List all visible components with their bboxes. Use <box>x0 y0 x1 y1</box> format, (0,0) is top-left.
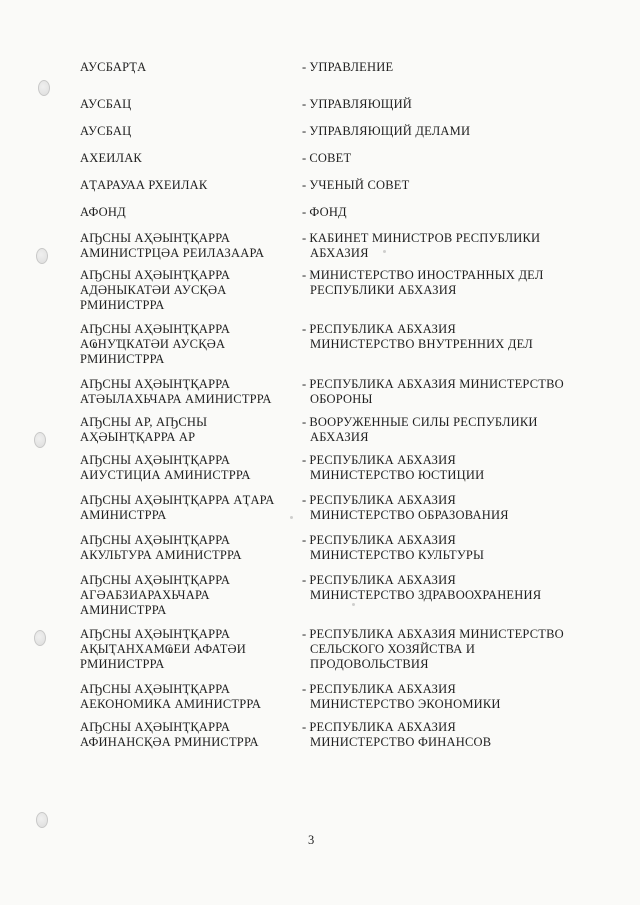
punch-hole-mark <box>36 812 48 828</box>
russian-line: АБХАЗИЯ <box>310 430 369 444</box>
scan-speck <box>383 250 386 253</box>
abkhaz-term <box>80 151 290 166</box>
punch-hole-mark <box>36 248 48 264</box>
abkhaz-line: АУСБАЦ <box>80 97 132 111</box>
abkhaz-term <box>80 453 290 483</box>
abkhaz-term <box>80 97 290 112</box>
abkhaz-term <box>80 205 290 220</box>
punch-hole-mark <box>34 630 46 646</box>
abkhaz-line: АҬАРАУАА РХЕИЛАК <box>80 178 208 192</box>
abkhaz-line: АҦСНЫ АҲӘЫНҬҚАРРА <box>80 533 231 547</box>
abkhaz-line: АҦСНЫ АҲӘЫНҬҚАРРА <box>80 627 231 641</box>
russian-term: - РЕСПУБЛИКА АБХАЗИЯ МИНИСТЕРСТВО ЭКОНОМИКИ <box>302 682 587 712</box>
abkhaz-line: АҦСНЫ АҲӘЫНҬҚАРРА <box>80 322 231 336</box>
russian-line: МИНИСТЕРСТВО ФИНАНСОВ <box>310 735 492 749</box>
russian-term: - РЕСПУБЛИКА АБХАЗИЯ МИНИСТЕРСТВО СЕЛЬСКОГО ХОЗЯЙСТВА И ПРОДОВОЛЬСТВИЯ <box>302 627 587 672</box>
abkhaz-line: АҦСНЫ АҲӘЫНҬҚАРРА <box>80 573 231 587</box>
russian-line: СОВЕТ <box>309 151 352 165</box>
abkhaz-line: АҦСНЫ АҲӘЫНҬҚАРРА <box>80 720 231 734</box>
russian-term: - РЕСПУБЛИКА АБХАЗИЯ МИНИСТЕРСТВО КУЛЬТУРЫ <box>302 533 587 563</box>
russian-term: - РЕСПУБЛИКА АБХАЗИЯ МИНИСТЕРСТВО ОБОРОНЫ <box>302 377 587 407</box>
abkhaz-line: АҦСНЫ АҲӘЫНҬҚАРРА АҬАРА <box>80 493 275 507</box>
abkhaz-line: АТӘЫЛАХЬЧАРА АМИНИСТРРА <box>80 392 272 406</box>
russian-line: МИНИСТЕРСТВО ВНУТРЕННИХ ДЕЛ <box>310 337 533 351</box>
russian-line: СЕЛЬСКОГО ХОЗЯЙСТВА И <box>310 642 476 656</box>
abkhaz-line: АҦСНЫ АҲӘЫНҬҚАРРА <box>80 453 231 467</box>
abkhaz-term <box>80 493 290 523</box>
russian-line: МИНИСТЕРСТВО ЮСТИЦИИ <box>310 468 485 482</box>
abkhaz-line: АФОНД <box>80 205 126 219</box>
abkhaz-term <box>80 627 290 672</box>
russian-line: АБХАЗИЯ <box>310 246 369 260</box>
abkhaz-line: АФИНАНСҚӘА РМИНИСТРРА <box>80 735 259 749</box>
russian-term: - РЕСПУБЛИКА АБХАЗИЯ МИНИСТЕРСТВО ЮСТИЦИИ <box>302 453 587 483</box>
abkhaz-line: АҚЫҬАНХАМҨЕИ АФАТӘИ <box>80 642 246 656</box>
russian-line: МИНИСТЕРСТВО ЗДРАВООХРАНЕНИЯ <box>310 588 542 602</box>
russian-line: РЕСПУБЛИКА АБХАЗИЯ МИНИСТЕРСТВО <box>309 627 564 641</box>
abkhaz-term <box>80 178 290 193</box>
abkhaz-line: АМИНИСТРРА <box>80 603 167 617</box>
russian-line: РЕСПУБЛИКИ АБХАЗИЯ <box>310 283 457 297</box>
russian-line: РЕСПУБЛИКА АБХАЗИЯ <box>309 533 456 547</box>
russian-term: - УПРАВЛЯЮЩИЙ ДЕЛАМИ <box>302 124 471 138</box>
russian-line: РЕСПУБЛИКА АБХАЗИЯ <box>309 493 456 507</box>
abkhaz-line: АУСБАЦ <box>80 124 132 138</box>
abkhaz-line: АКУЛЬТУРА АМИНИСТРРА <box>80 548 242 562</box>
abkhaz-term <box>80 682 290 712</box>
russian-line: ПРОДОВОЛЬСТВИЯ <box>310 657 429 671</box>
abkhaz-line: АМИНИСТРЦӘА РЕИЛАЗААРА <box>80 246 265 260</box>
russian-line: МИНИСТЕРСТВО ОБРАЗОВАНИЯ <box>310 508 509 522</box>
abkhaz-line: АИУСТИЦИА АМИНИСТРРА <box>80 468 251 482</box>
abkhaz-term <box>80 322 290 367</box>
russian-line: РЕСПУБЛИКА АБХАЗИЯ МИНИСТЕРСТВО <box>309 377 564 391</box>
russian-line: ОБОРОНЫ <box>310 392 373 406</box>
abkhaz-line: РМИНИСТРРА <box>80 352 165 366</box>
abkhaz-line: АҦСНЫ АҲӘЫНҬҚАРРА <box>80 682 231 696</box>
abkhaz-term <box>80 268 290 313</box>
russian-line: МИНИСТЕРСТВО ЭКОНОМИКИ <box>310 697 501 711</box>
abkhaz-line: АҲӘЫНҬҚАРРА АР <box>80 430 196 444</box>
abkhaz-line: АЕКОНОМИКА АМИНИСТРРА <box>80 697 262 711</box>
russian-term: - РЕСПУБЛИКА АБХАЗИЯ МИНИСТЕРСТВО ЗДРАВООХРАНЕНИЯ <box>302 573 587 603</box>
punch-hole-mark <box>34 432 46 448</box>
abkhaz-line: АҨНУҴКАТӘИ АУСҚӘА <box>80 337 226 351</box>
russian-term: - МИНИСТЕРСТВО ИНОСТРАННЫХ ДЕЛ РЕСПУБЛИКИ АБХАЗИЯ <box>302 268 587 298</box>
russian-term: - РЕСПУБЛИКА АБХАЗИЯ МИНИСТЕРСТВО ОБРАЗОВАНИЯ <box>302 493 587 523</box>
abkhaz-line: РМИНИСТРРА <box>80 657 165 671</box>
abkhaz-line: АҦСНЫ АР, АҦСНЫ <box>80 415 208 429</box>
russian-line: МИНИСТЕРСТВО КУЛЬТУРЫ <box>310 548 485 562</box>
russian-term: - КАБИНЕТ МИНИСТРОВ РЕСПУБЛИКИ АБХАЗИЯ <box>302 231 587 261</box>
abkhaz-line: АМИНИСТРРА <box>80 508 167 522</box>
abkhaz-line: АҦСНЫ АҲӘЫНҬҚАРРА <box>80 231 231 245</box>
russian-term: - УПРАВЛЯЮЩИЙ <box>302 97 413 111</box>
page-number: 3 <box>308 833 315 847</box>
russian-term: - СОВЕТ <box>302 151 352 165</box>
abkhaz-line: АҦСНЫ АҲӘЫНҬҚАРРА <box>80 268 231 282</box>
russian-line: КАБИНЕТ МИНИСТРОВ РЕСПУБЛИКИ <box>309 231 541 245</box>
abkhaz-term <box>80 720 290 750</box>
russian-line: МИНИСТЕРСТВО ИНОСТРАННЫХ ДЕЛ <box>309 268 544 282</box>
abkhaz-term <box>80 533 290 563</box>
dash: - <box>302 60 307 74</box>
abkhaz-term <box>80 573 290 618</box>
header-russian-text: УПРАВЛЕНИЕ <box>309 60 394 74</box>
abkhaz-term <box>80 377 290 407</box>
russian-term: - УЧЕНЫЙ СОВЕТ <box>302 178 410 192</box>
abkhaz-line: АДӘНЫКАТӘИ АУСҚӘА <box>80 283 227 297</box>
abkhaz-line: АГӘАБЗИАРАХЬЧАРА <box>80 588 210 602</box>
punch-hole-mark <box>38 80 50 96</box>
scan-speck <box>290 516 293 519</box>
russian-line: УПРАВЛЯЮЩИЙ ДЕЛАМИ <box>309 124 471 138</box>
russian-term: - ФОНД <box>302 205 347 219</box>
abkhaz-line: АХЕИЛАК <box>80 151 142 165</box>
abkhaz-term <box>80 231 290 261</box>
abkhaz-term <box>80 124 290 139</box>
russian-line: ВООРУЖЕННЫЕ СИЛЫ РЕСПУБЛИКИ <box>309 415 538 429</box>
scan-speck <box>352 603 355 606</box>
russian-line: РЕСПУБЛИКА АБХАЗИЯ <box>309 322 456 336</box>
russian-term: - ВООРУЖЕННЫЕ СИЛЫ РЕСПУБЛИКИ АБХАЗИЯ <box>302 415 587 445</box>
abkhaz-line: АҦСНЫ АҲӘЫНҬҚАРРА <box>80 377 231 391</box>
russian-term: - РЕСПУБЛИКА АБХАЗИЯ МИНИСТЕРСТВО ВНУТРЕННИХ ДЕЛ <box>302 322 587 352</box>
header-russian <box>302 60 587 75</box>
header-abkhaz: АУСБАРҬА <box>80 60 147 74</box>
abkhaz-term <box>80 415 290 445</box>
russian-line: РЕСПУБЛИКА АБХАЗИЯ <box>309 720 456 734</box>
russian-line: ФОНД <box>309 205 347 219</box>
russian-line: РЕСПУБЛИКА АБХАЗИЯ <box>309 682 456 696</box>
russian-line: РЕСПУБЛИКА АБХАЗИЯ <box>309 453 456 467</box>
abkhaz-line: РМИНИСТРРА <box>80 298 165 312</box>
russian-line: РЕСПУБЛИКА АБХАЗИЯ <box>309 573 456 587</box>
russian-term: - РЕСПУБЛИКА АБХАЗИЯ МИНИСТЕРСТВО ФИНАНСОВ <box>302 720 587 750</box>
russian-line: УПРАВЛЯЮЩИЙ <box>309 97 413 111</box>
russian-line: УЧЕНЫЙ СОВЕТ <box>309 178 410 192</box>
